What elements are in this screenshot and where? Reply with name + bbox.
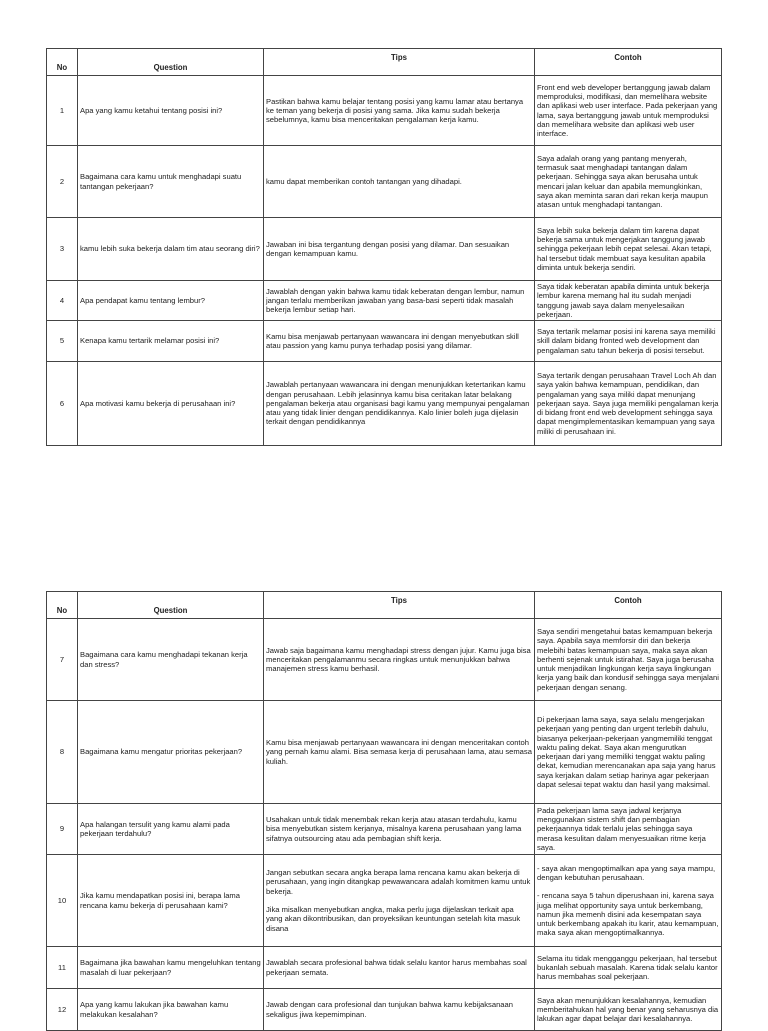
question-cell: Bagaimana jika bawahan kamu mengeluhkan tentang masalah di luar pekerjaan?	[78, 947, 264, 989]
question-cell: Apa halangan tersulit yang kamu alami pada pekerjaan terdahulu?	[78, 804, 264, 855]
contoh-cell: Pada pekerjaan lama saya jadwal kerjanya menggunakan sistem shift dan pembagian pekerjaannya tidak terlalu jelas sehingga saya merasa kesulitan dalam menyesuaikan ritme kerja saya.	[535, 804, 722, 855]
question-cell: Jika kamu mendapatkan posisi ini, berapa lama rencana kamu bekerja di perusahaan kami?	[78, 855, 264, 947]
table-row	[47, 218, 722, 281]
question-cell: Apa yang kamu lakukan jika bawahan kamu melakukan kesalahan?	[78, 989, 264, 1031]
tips-cell: Jawablah dengan yakin bahwa kamu tidak keberatan dengan lembur, namun jangan terlalu memberikan jawaban yang basa-basi seperti tidak masalah bekerja lembur setiap hari.	[264, 281, 535, 321]
row-number: 7	[47, 619, 78, 701]
table-row	[47, 321, 722, 362]
tips-cell: Jawab dengan cara profesional dan tunjukan bahwa kamu kebijaksanaan sekaligus jiwa kepemimpinan.	[264, 989, 535, 1031]
table-row	[47, 146, 722, 218]
table-header-row	[47, 49, 722, 76]
header-contoh: Contoh	[535, 592, 722, 619]
tips-cell: Jawablah pertanyaan wawancara ini dengan menunjukkan ketertarikan kamu dengan perusahaan. Lebih jelasinnya kamu bisa ceritakan latar belakang pengalaman bekerja atau organisasi bagi kamu yang mempunyai pengalaman atau yang tidak linier dengan pendidikannya. Kalo linier boleh juga dijelasin terkait dengan pendidikannya	[264, 362, 535, 446]
row-number: 3	[47, 218, 78, 281]
contoh-cell: Saya akan menunjukkan kesalahannya, kemudian memberitahukan hal yang benar yang seharusnya dia lakukan agar dapat belajar dari kesalahannya.	[535, 989, 722, 1031]
question-cell: Apa pendapat kamu tentang lembur?	[78, 281, 264, 321]
contoh-cell: Saya tertarik dengan perusahaan Travel Loch Ah dan saya yakin bahwa kemampuan, pendidikan, dan pengalaman yang saya miliki dapat menunjang pekerjaan saya. Saya juga memiliki pengalaman kerja di bidang front end web development sehingga saya dapat mengimplementasikan kemampuan yang saya miliki di perusahaan ini.	[535, 362, 722, 446]
row-number: 8	[47, 701, 78, 804]
tips-cell: Jawablah secara profesional bahwa tidak selalu kantor harus membahas soal pekerjaan semata.	[264, 947, 535, 989]
tips-cell: Kamu bisa menjawab pertanyaan wawancara ini dengan menceritakan contoh yang pernah kamu alami. Bisa semasa kerja di perusahaan lama, atau semasa kuliah.	[264, 701, 535, 804]
table-row	[47, 989, 722, 1031]
table-row	[47, 804, 722, 855]
question-cell: Bagaimana cara kamu menghadapi tekanan kerja dan stress?	[78, 619, 264, 701]
row-number: 9	[47, 804, 78, 855]
table-row	[47, 855, 722, 947]
row-number: 12	[47, 989, 78, 1031]
tips-cell: Usahakan untuk tidak menembak rekan kerja atau atasan terdahulu, kamu bisa menyebutkan sistem kerjanya, misalnya karena perusahaan yang lama sifatnya outsourcing atau ada pembagian shift kerja.	[264, 804, 535, 855]
interview-table-2	[46, 591, 722, 1031]
table-row	[47, 619, 722, 701]
tips-cell: Kamu bisa menjawab pertanyaan wawancara ini dengan menyebutkan skill atau passion yang kamu punya terhadap posisi yang dilamar.	[264, 321, 535, 362]
question-cell: Bagaimana kamu mengatur prioritas pekerjaan?	[78, 701, 264, 804]
row-number: 2	[47, 146, 78, 218]
table-header-row	[47, 592, 722, 619]
tips-cell: Jangan sebutkan secara angka berapa lama rencana kamu akan bekerja di perusahaan, yang ingin ditangkap pewawancara adalah komitmen kamu untuk bekerja. Jika misalkan menyebutkan angka, maka perlu juga dijelaskan terkait apa yang akan dikontribusikan, dan proyeksikan keuntungan setelah kita masuk disana	[264, 855, 535, 947]
header-no: No	[47, 49, 78, 76]
header-no: No	[47, 592, 78, 619]
tips-cell: kamu dapat memberikan contoh tantangan yang dihadapi.	[264, 146, 535, 218]
table-row	[47, 947, 722, 989]
table-row	[47, 76, 722, 146]
contoh-cell: Selama itu tidak mengganggu pekerjaan, hal tersebut bukanlah sebuah masalah. Karena tidak selalu kantor harus membahas soal pekerjaan.	[535, 947, 722, 989]
header-tips: Tips	[264, 592, 535, 619]
contoh-cell: - saya akan mengoptimalkan apa yang saya mampu, dengan kebutuhan perusahaan. - rencana saya 5 tahun diperushaan ini, karena saya juga melihat opportunity saya untuk berkembang, namun jika memenh disini ada kesempatan saya untuk berkembang apakah itu karir, atau kemampuan, maka saya akan mengoptimalkannya.	[535, 855, 722, 947]
question-cell: Apa yang kamu ketahui tentang posisi ini?	[78, 76, 264, 146]
contoh-cell: Saya sendiri mengetahui batas kemampuan bekerja saya. Apabila saya memforsir diri dan bekerja melebihi batas kemampuan saya, maka saya akan berhenti sejenak untuk istirahat. Saya juga berusaha untuk menjadikan lingkungan kerja saya lingkungan kerja yang baik dan kondusif sehingga saya menjalani pekerjaan dengan senang.	[535, 619, 722, 701]
contoh-cell: Front end web developer bertanggung jawab dalam memproduksi, modifikasi, dan memelihara website dan aplikasi web user interface. Pada pekerjaan yang lama, saya bertanggung jawab untuk memproduksi dan memelihara website dan aplikasi web user interface.	[535, 76, 722, 146]
header-contoh: Contoh	[535, 49, 722, 76]
tips-cell: Jawab saja bagaimana kamu menghadapi stress dengan jujur. Kamu juga bisa menceritakan pengalamanmu secara ringkas untuk menunjukkan bahwa manajemen stress kamu berhasil.	[264, 619, 535, 701]
header-question: Question	[78, 592, 264, 619]
table-row	[47, 362, 722, 446]
row-number: 1	[47, 76, 78, 146]
contoh-cell: Saya tidak keberatan apabila diminta untuk bekerja lembur karena memang hal itu sudah menjadi tanggung jawab saya dalam menyelesaikan pekerjaan.	[535, 281, 722, 321]
contoh-cell: Di pekerjaan lama saya, saya selalu mengerjakan pekerjaan yang penting dan urgent terlebih dahulu, biasanya pekerjaan-pekerjaan yangmemiliki tenggat waktu paling dekat. Saya akan mengurutkan pekerjaan dari yang memiliki tenggat waktu paling dekat, kemudian merencanakan apa saja yang harus saya kerjakan dalam setiap harinya agar pekerjaan dapat selesai tepat waktu dan hasil yang maksimal.	[535, 701, 722, 804]
interview-table-1	[46, 48, 722, 446]
question-cell: Bagaimana cara kamu untuk menghadapi suatu tantangan pekerjaan?	[78, 146, 264, 218]
tips-cell: Pastikan bahwa kamu belajar tentang posisi yang kamu lamar atau bertanya ke teman yang bekerja di posisi yang sama. Jika kamu sudah bekerja sebelumnya, kamu bisa menceritakan pengalaman kerja kamu.	[264, 76, 535, 146]
row-number: 6	[47, 362, 78, 446]
header-question: Question	[78, 49, 264, 76]
row-number: 10	[47, 855, 78, 947]
contoh-cell: Saya adalah orang yang pantang menyerah, termasuk saat menghadapi tantangan dalam pekerjaan. Sehingga saya akan berusaha untuk mencari jalan keluar dan apabila memungkinkan, saya akan meminta saran dari rekan kerja maupun atasan untuk menghadapi tantangan.	[535, 146, 722, 218]
row-number: 4	[47, 281, 78, 321]
tips-cell: Jawaban ini bisa tergantung dengan posisi yang dilamar. Dan sesuaikan dengan kemampuan kamu.	[264, 218, 535, 281]
contoh-cell: Saya lebih suka bekerja dalam tim karena dapat bekerja sama untuk mengerjakan tanggung jawab sehingga pekerjaan lebih cepat selesai. Akan tetapi, hal tersebut tidak membuat saya kesulitan apabila diminta untuk bekerja sendiri.	[535, 218, 722, 281]
question-cell: Kenapa kamu tertarik melamar posisi ini?	[78, 321, 264, 362]
header-tips: Tips	[264, 49, 535, 76]
question-cell: kamu lebih suka bekerja dalam tim atau seorang diri?	[78, 218, 264, 281]
question-cell: Apa motivasi kamu bekerja di perusahaan ini?	[78, 362, 264, 446]
row-number: 11	[47, 947, 78, 989]
row-number: 5	[47, 321, 78, 362]
table-row	[47, 281, 722, 321]
table-row	[47, 701, 722, 804]
contoh-cell: Saya tertarik melamar posisi ini karena saya memiliki skill dalam bidang fronted web development dan pengalaman satu tahun bekerja di posisi tersebut.	[535, 321, 722, 362]
